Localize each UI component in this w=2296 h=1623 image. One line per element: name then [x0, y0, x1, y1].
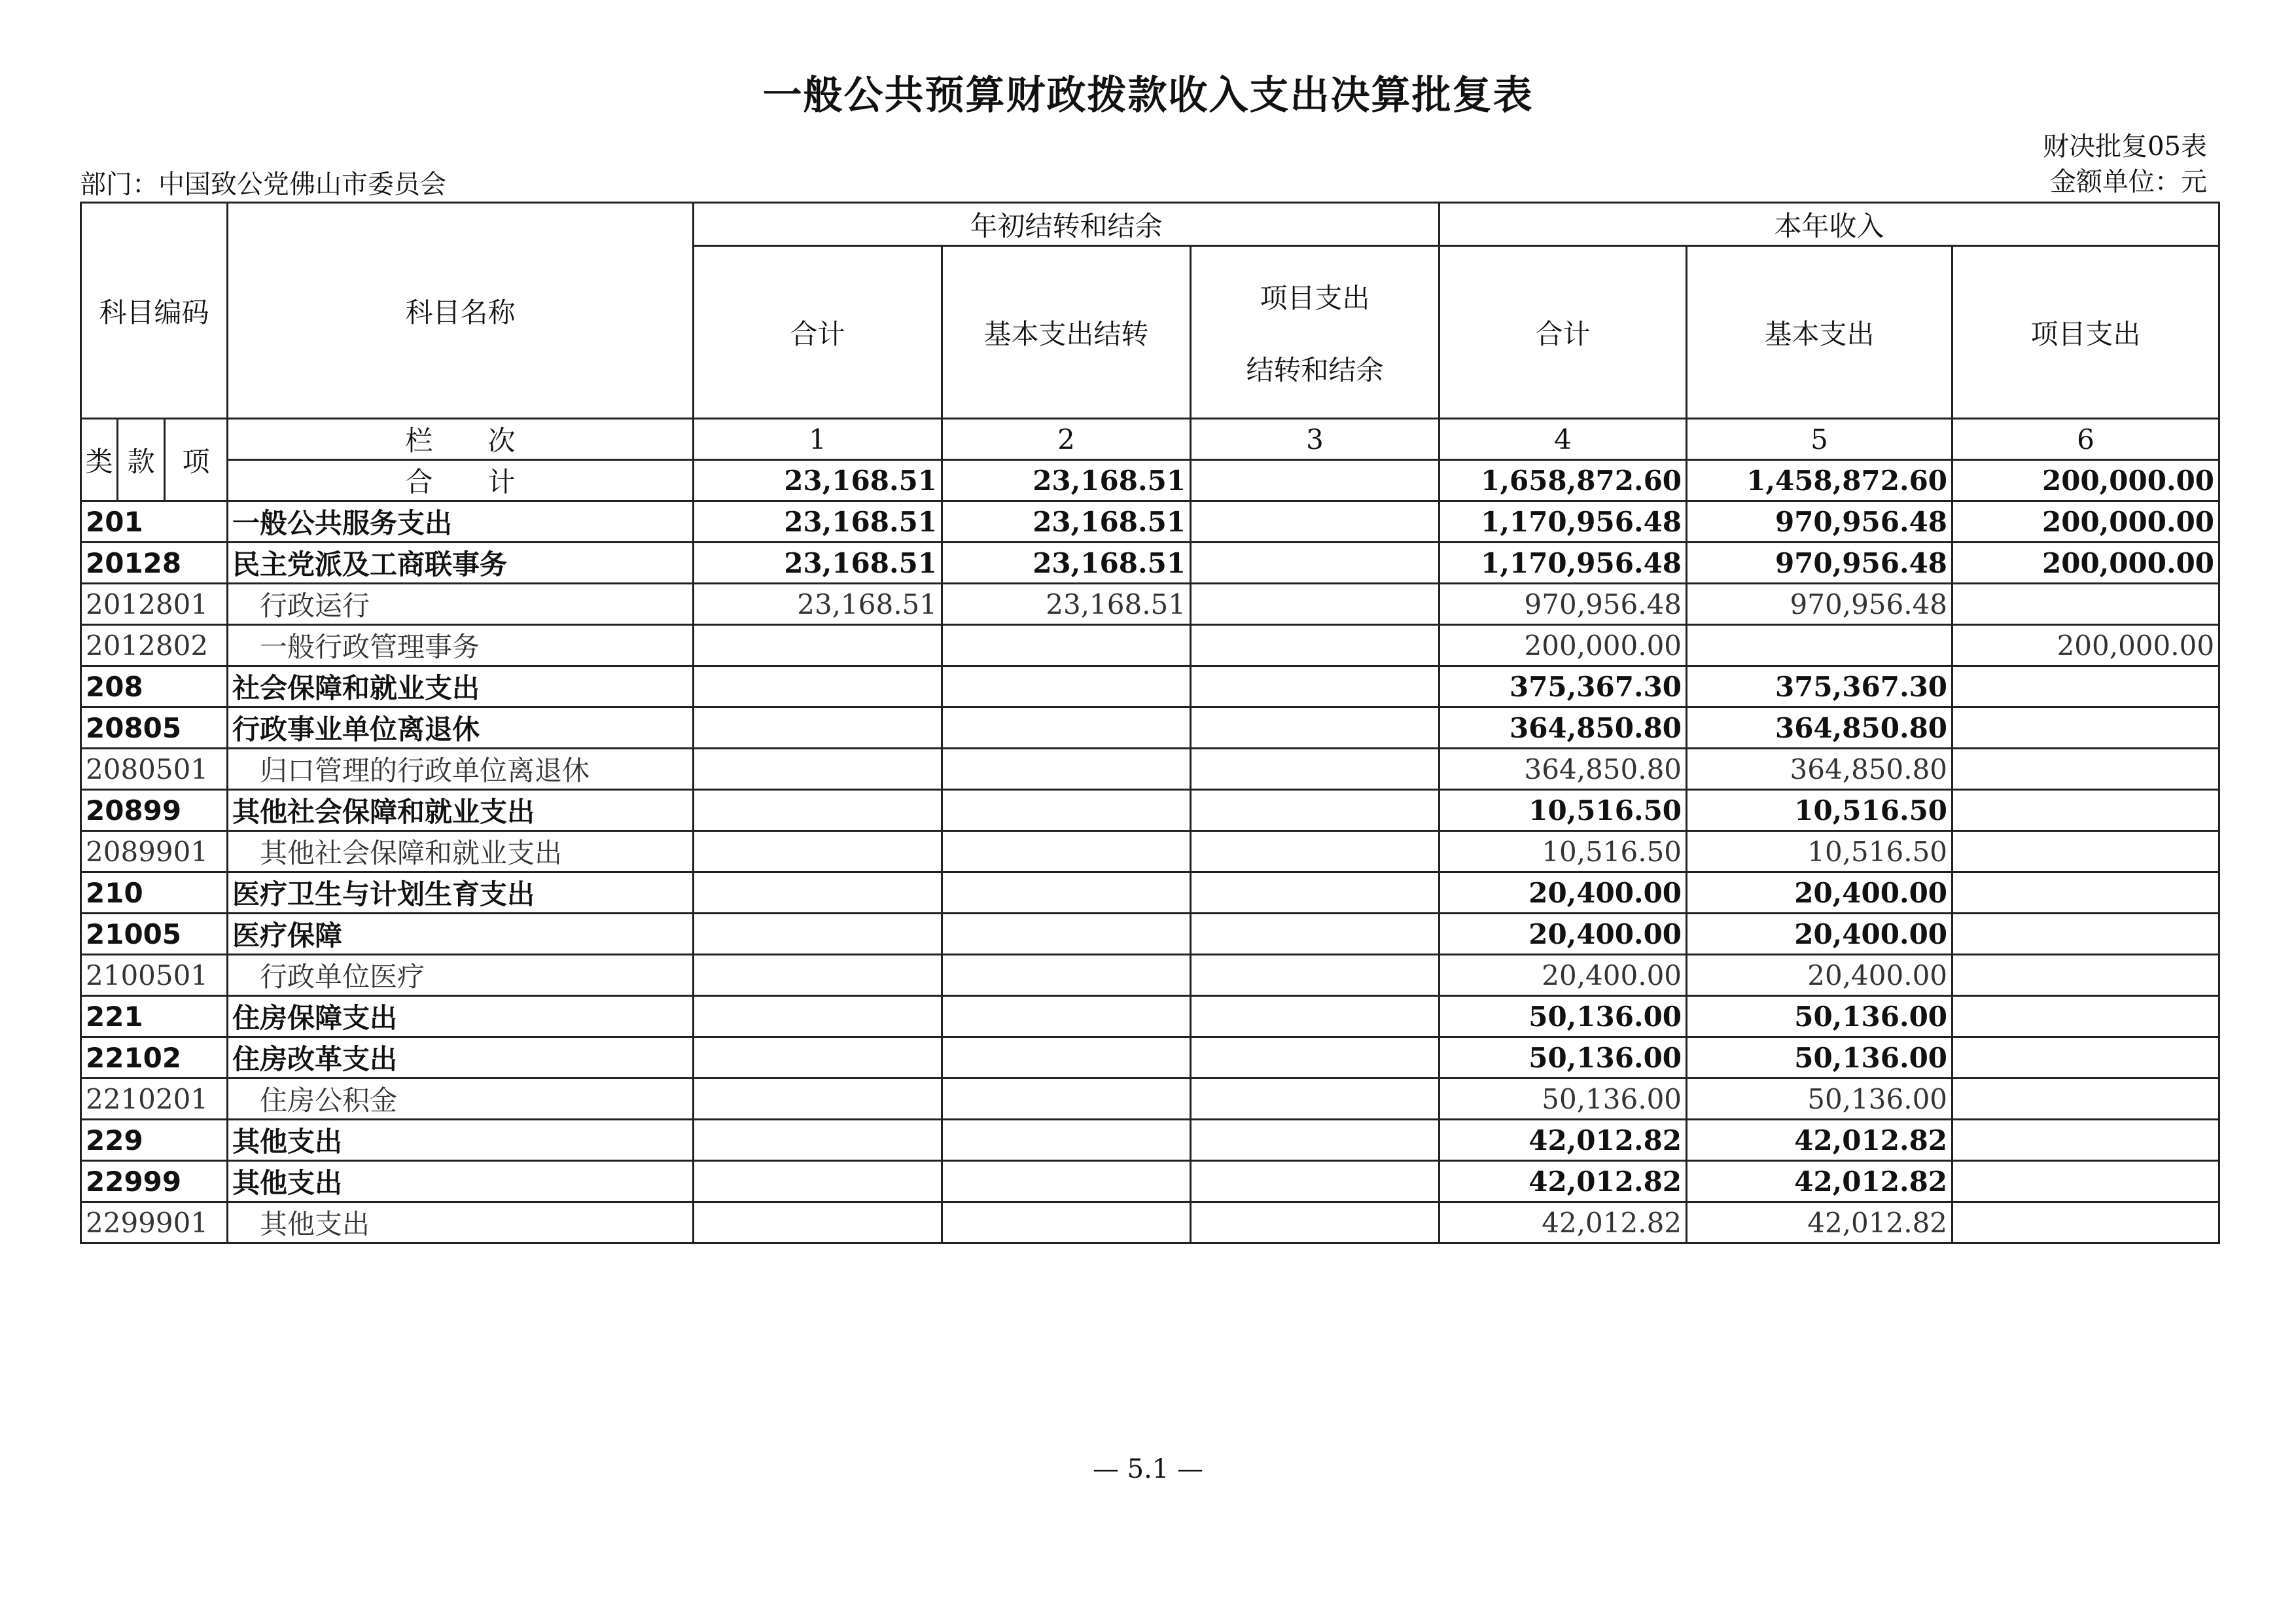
- subject-code: 20899: [81, 790, 228, 831]
- amount-col-2: [942, 1037, 1191, 1079]
- amount-col-1: [694, 707, 942, 749]
- amount-col-5: 20,400.00: [1687, 955, 1952, 996]
- currency-unit: 金额单位：元: [2050, 167, 2207, 197]
- amount-col-3: [1191, 625, 1439, 666]
- amount-col-1: [694, 1202, 942, 1243]
- header-subject-name: 科目名称: [228, 203, 694, 419]
- amount-col-2: [942, 1161, 1191, 1202]
- subject-code: 2012801: [81, 584, 228, 625]
- amount-col-5: 50,136.00: [1687, 1079, 1952, 1120]
- amount-col-4: 364,850.80: [1439, 707, 1687, 749]
- subject-name: 归口管理的行政单位离退休: [228, 749, 694, 790]
- amount-col-6: [1952, 666, 2219, 707]
- subject-name: 民主党派及工商联事务: [228, 543, 694, 584]
- table-row: [81, 584, 2219, 625]
- subject-name: 住房公积金: [228, 1079, 694, 1120]
- amount-col-3: [1191, 1202, 1439, 1243]
- header-row-1: [81, 203, 2219, 246]
- total-value-2: 23,168.51: [942, 460, 1191, 501]
- table-row: [81, 831, 2219, 872]
- amount-col-4: 50,136.00: [1439, 1037, 1687, 1079]
- subject-code: 2012802: [81, 625, 228, 666]
- col-number-5: 5: [1687, 419, 1952, 460]
- header-carryover-project: [1191, 246, 1439, 419]
- subject-code: 21005: [81, 914, 228, 955]
- amount-col-6: [1952, 955, 2219, 996]
- amount-col-2: 23,168.51: [942, 501, 1191, 543]
- form-code: 财决批复05表: [2043, 132, 2207, 162]
- amount-col-4: 200,000.00: [1439, 625, 1687, 666]
- amount-col-4: 1,170,956.48: [1439, 543, 1687, 584]
- amount-col-1: [694, 914, 942, 955]
- table-row: [81, 914, 2219, 955]
- subject-code: 2100501: [81, 955, 228, 996]
- amount-col-1: [694, 625, 942, 666]
- subject-name: 住房改革支出: [228, 1037, 694, 1079]
- subject-name: 行政单位医疗: [228, 955, 694, 996]
- table-row: [81, 1120, 2219, 1161]
- amount-col-4: 50,136.00: [1439, 996, 1687, 1037]
- amount-col-2: [942, 1120, 1191, 1161]
- amount-col-3: [1191, 1037, 1439, 1079]
- amount-col-6: 200,000.00: [1952, 501, 2219, 543]
- total-value-6: 200,000.00: [1952, 460, 2219, 501]
- amount-col-5: 364,850.80: [1687, 749, 1952, 790]
- amount-col-3: [1191, 790, 1439, 831]
- amount-col-6: [1952, 996, 2219, 1037]
- amount-col-5: 375,367.30: [1687, 666, 1952, 707]
- subject-name: 医疗卫生与计划生育支出: [228, 872, 694, 914]
- amount-col-2: [942, 1202, 1191, 1243]
- amount-col-5: 970,956.48: [1687, 584, 1952, 625]
- amount-col-3: [1191, 584, 1439, 625]
- amount-col-3: [1191, 955, 1439, 996]
- table-row: [81, 1037, 2219, 1079]
- table-row: [81, 1161, 2219, 1202]
- subject-code: 210: [81, 872, 228, 914]
- amount-col-6: [1952, 872, 2219, 914]
- table-row: [81, 1079, 2219, 1120]
- amount-col-4: 10,516.50: [1439, 831, 1687, 872]
- amount-col-2: [942, 872, 1191, 914]
- subject-name: 一般公共服务支出: [228, 501, 694, 543]
- amount-col-6: [1952, 831, 2219, 872]
- amount-col-1: [694, 666, 942, 707]
- subject-code: 2089901: [81, 831, 228, 872]
- amount-col-2: [942, 831, 1191, 872]
- subject-code: 22999: [81, 1161, 228, 1202]
- amount-col-4: 42,012.82: [1439, 1120, 1687, 1161]
- amount-col-6: [1952, 1037, 2219, 1079]
- header-income-project: 项目支出: [1952, 246, 2219, 419]
- amount-col-3: [1191, 1161, 1439, 1202]
- header-carryover-group: 年初结转和结余: [694, 203, 1439, 246]
- subject-code: 229: [81, 1120, 228, 1161]
- amount-col-1: [694, 955, 942, 996]
- amount-col-3: [1191, 914, 1439, 955]
- amount-col-2: [942, 955, 1191, 996]
- header-carryover-total: 合计: [694, 246, 942, 419]
- amount-col-4: 970,956.48: [1439, 584, 1687, 625]
- amount-col-2: [942, 914, 1191, 955]
- amount-col-6: [1952, 1079, 2219, 1120]
- amount-col-4: 42,012.82: [1439, 1202, 1687, 1243]
- amount-col-2: [942, 625, 1191, 666]
- page-number: — 5.1 —: [1092, 1454, 1204, 1484]
- subject-name: 行政事业单位离退休: [228, 707, 694, 749]
- subject-code: 2080501: [81, 749, 228, 790]
- total-value-1: 23,168.51: [694, 460, 942, 501]
- total-row: [81, 460, 2219, 501]
- amount-col-5: 50,136.00: [1687, 996, 1952, 1037]
- amount-col-2: [942, 1079, 1191, 1120]
- amount-col-1: 23,168.51: [694, 584, 942, 625]
- amount-col-6: 200,000.00: [1952, 543, 2219, 584]
- table-row: [81, 749, 2219, 790]
- subject-name: 其他社会保障和就业支出: [228, 790, 694, 831]
- amount-col-3: [1191, 707, 1439, 749]
- header-lanci: 栏 次: [228, 419, 694, 460]
- subject-name: 医疗保障: [228, 914, 694, 955]
- header-carryover-project-line1: 项目支出: [1260, 281, 1370, 314]
- amount-col-2: [942, 749, 1191, 790]
- amount-col-6: [1952, 1161, 2219, 1202]
- subject-name: 一般行政管理事务: [228, 625, 694, 666]
- subject-name: 其他支出: [228, 1161, 694, 1202]
- amount-col-6: 200,000.00: [1952, 625, 2219, 666]
- total-label: 合 计: [228, 460, 694, 501]
- header-kuan: 款: [118, 419, 165, 501]
- amount-col-5: 20,400.00: [1687, 872, 1952, 914]
- amount-col-1: [694, 1037, 942, 1079]
- subject-name: 其他支出: [228, 1120, 694, 1161]
- amount-col-6: [1952, 790, 2219, 831]
- amount-col-4: 42,012.82: [1439, 1161, 1687, 1202]
- col-number-3: 3: [1191, 419, 1439, 460]
- amount-col-2: [942, 666, 1191, 707]
- subject-name: 行政运行: [228, 584, 694, 625]
- amount-col-6: [1952, 1202, 2219, 1243]
- amount-col-3: [1191, 1120, 1439, 1161]
- amount-col-6: [1952, 914, 2219, 955]
- amount-col-4: 364,850.80: [1439, 749, 1687, 790]
- amount-col-5: 970,956.48: [1687, 501, 1952, 543]
- subject-name: 社会保障和就业支出: [228, 666, 694, 707]
- amount-col-1: [694, 831, 942, 872]
- header-income-basic: 基本支出: [1687, 246, 1952, 419]
- subject-code: 221: [81, 996, 228, 1037]
- subject-code: 22102: [81, 1037, 228, 1079]
- header-carryover-project-line2: 结转和结余: [1246, 353, 1384, 386]
- amount-col-4: 1,170,956.48: [1439, 501, 1687, 543]
- page-title: 一般公共预算财政拨款收入支出决算批复表: [762, 73, 1534, 118]
- amount-col-5: 42,012.82: [1687, 1161, 1952, 1202]
- col-number-6: 6: [1952, 419, 2219, 460]
- amount-col-2: [942, 996, 1191, 1037]
- amount-col-1: [694, 1120, 942, 1161]
- header-lei: 类: [81, 419, 118, 501]
- amount-col-2: [942, 707, 1191, 749]
- amount-col-5: [1687, 625, 1952, 666]
- subject-code: 201: [81, 501, 228, 543]
- table-row: [81, 707, 2219, 749]
- amount-col-1: [694, 749, 942, 790]
- amount-col-3: [1191, 666, 1439, 707]
- subject-code: 20128: [81, 543, 228, 584]
- col-number-4: 4: [1439, 419, 1687, 460]
- subject-name: 住房保障支出: [228, 996, 694, 1037]
- amount-col-2: 23,168.51: [942, 543, 1191, 584]
- amount-col-5: 10,516.50: [1687, 790, 1952, 831]
- header-subject-code: 科目编码: [81, 203, 228, 419]
- amount-col-1: 23,168.51: [694, 543, 942, 584]
- header-xiang: 项: [165, 419, 228, 501]
- amount-col-5: 42,012.82: [1687, 1202, 1952, 1243]
- amount-col-1: [694, 1079, 942, 1120]
- amount-col-3: [1191, 872, 1439, 914]
- amount-col-1: 23,168.51: [694, 501, 942, 543]
- amount-col-6: [1952, 749, 2219, 790]
- amount-col-5: 50,136.00: [1687, 1037, 1952, 1079]
- table-row: [81, 543, 2219, 584]
- amount-col-4: 10,516.50: [1439, 790, 1687, 831]
- amount-col-6: [1952, 584, 2219, 625]
- table-row: [81, 501, 2219, 543]
- table-row: [81, 996, 2219, 1037]
- amount-col-4: 375,367.30: [1439, 666, 1687, 707]
- table-row: [81, 955, 2219, 996]
- amount-col-5: 10,516.50: [1687, 831, 1952, 872]
- total-value-4: 1,658,872.60: [1439, 460, 1687, 501]
- subject-name: 其他社会保障和就业支出: [228, 831, 694, 872]
- header-income-group: 本年收入: [1439, 203, 2219, 246]
- amount-col-5: 20,400.00: [1687, 914, 1952, 955]
- amount-col-3: [1191, 543, 1439, 584]
- amount-col-4: 20,400.00: [1439, 914, 1687, 955]
- budget-table: [80, 202, 2220, 1244]
- amount-col-2: 23,168.51: [942, 584, 1191, 625]
- subject-code: 2299901: [81, 1202, 228, 1243]
- amount-col-4: 20,400.00: [1439, 955, 1687, 996]
- amount-col-3: [1191, 831, 1439, 872]
- amount-col-3: [1191, 1079, 1439, 1120]
- amount-col-4: 50,136.00: [1439, 1079, 1687, 1120]
- table-row: [81, 790, 2219, 831]
- amount-col-5: 364,850.80: [1687, 707, 1952, 749]
- table-row: [81, 1202, 2219, 1243]
- department-label: 部门：中国致公党佛山市委员会: [80, 169, 446, 200]
- amount-col-4: 20,400.00: [1439, 872, 1687, 914]
- amount-col-3: [1191, 996, 1439, 1037]
- subject-code: 20805: [81, 707, 228, 749]
- amount-col-5: 42,012.82: [1687, 1120, 1952, 1161]
- amount-col-6: [1952, 707, 2219, 749]
- total-value-3: [1191, 460, 1439, 501]
- subject-code: 2210201: [81, 1079, 228, 1120]
- subject-name: 其他支出: [228, 1202, 694, 1243]
- amount-col-5: 970,956.48: [1687, 543, 1952, 584]
- table-row: [81, 872, 2219, 914]
- amount-col-3: [1191, 501, 1439, 543]
- col-number-2: 2: [942, 419, 1191, 460]
- amount-col-3: [1191, 749, 1439, 790]
- amount-col-1: [694, 1161, 942, 1202]
- col-number-1: 1: [694, 419, 942, 460]
- subject-code: 208: [81, 666, 228, 707]
- table-row: [81, 666, 2219, 707]
- amount-col-6: [1952, 1120, 2219, 1161]
- amount-col-1: [694, 996, 942, 1037]
- amount-col-1: [694, 790, 942, 831]
- header-carryover-basic: 基本支出结转: [942, 246, 1191, 419]
- header-income-total: 合计: [1439, 246, 1687, 419]
- amount-col-1: [694, 872, 942, 914]
- total-value-5: 1,458,872.60: [1687, 460, 1952, 501]
- amount-col-2: [942, 790, 1191, 831]
- table-row: [81, 625, 2219, 666]
- column-number-row: [81, 419, 2219, 460]
